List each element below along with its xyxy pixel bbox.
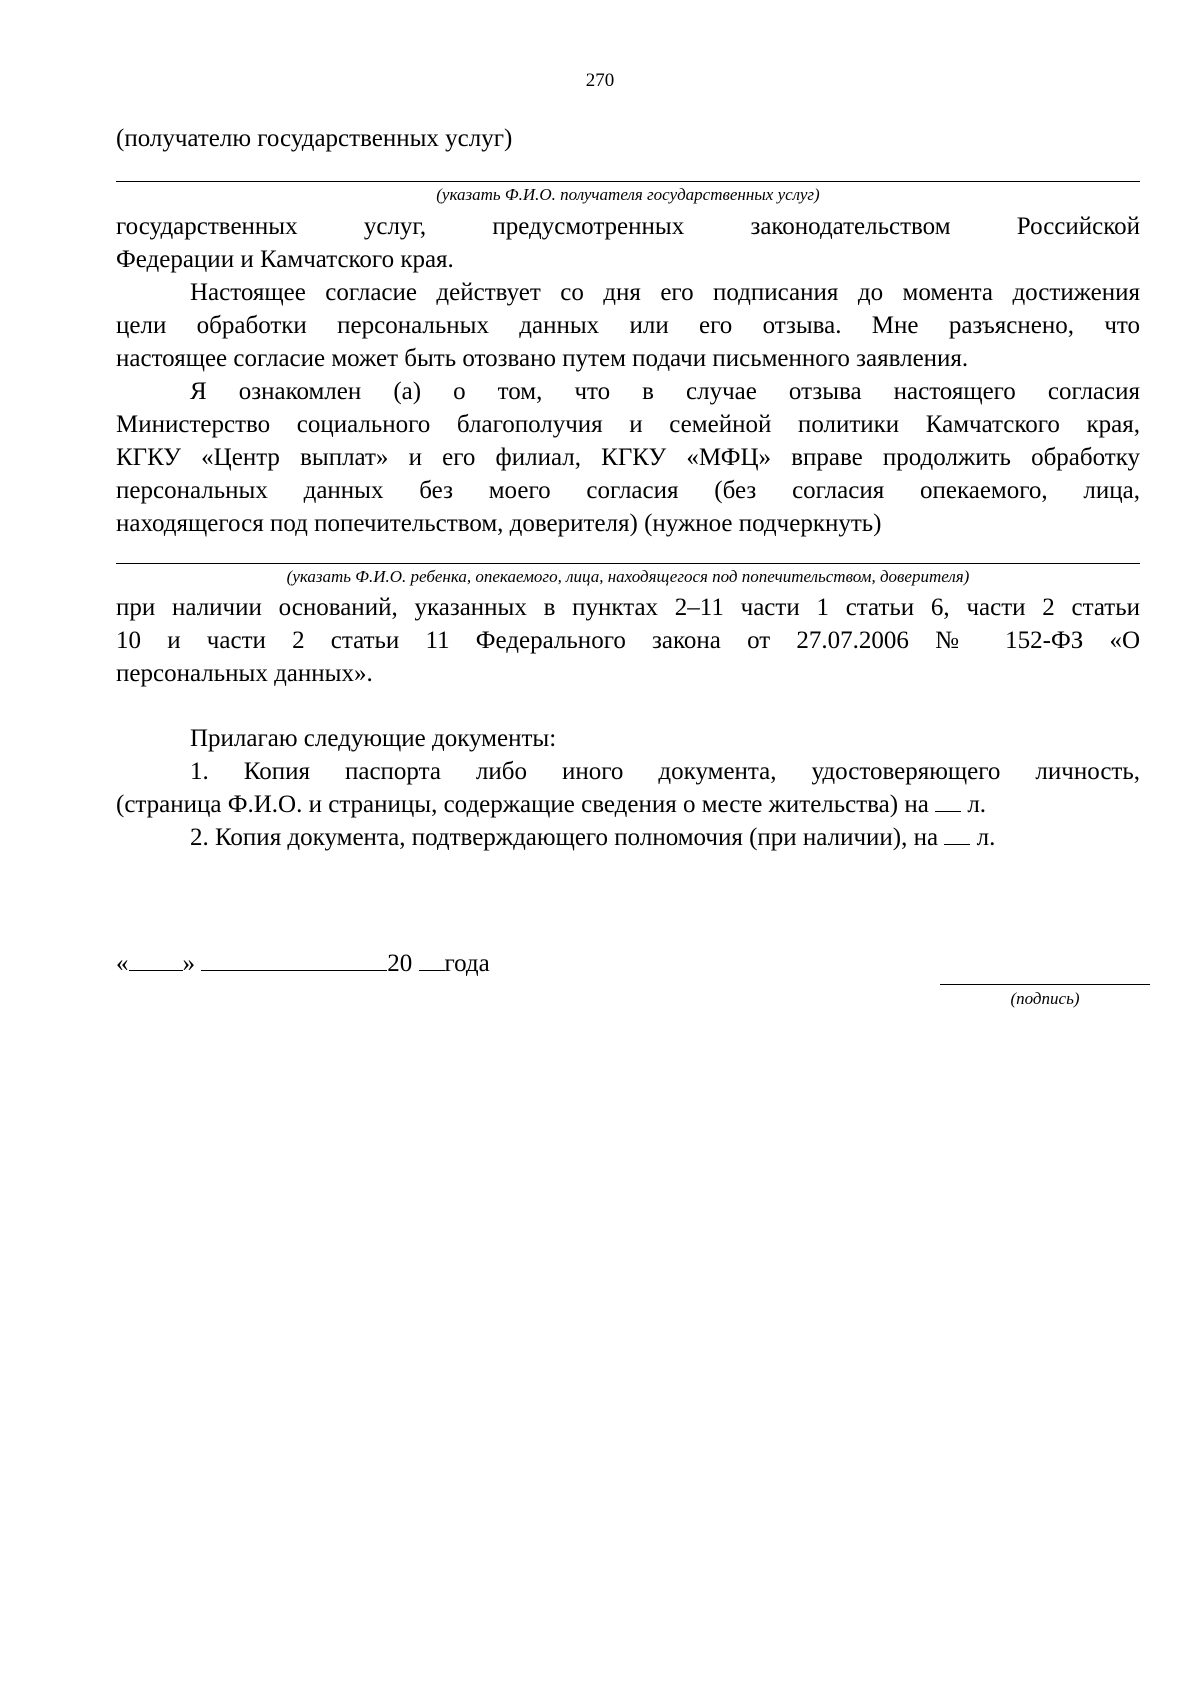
para3-line2: Министерство социального благополучия и семейной политики Камчатского края, (116, 411, 1140, 438)
para3-line4: персональных данных без моего согласия (без согласия опекаемого, лица, (116, 477, 1140, 504)
para2-line3: настоящее согласие может быть отозвано путем подачи письменного заявления. (116, 345, 969, 372)
sheet-count-blank-2[interactable] (944, 822, 970, 845)
date-close-quote: » (182, 950, 195, 977)
signature-hint: (подпись) (1010, 989, 1080, 1008)
date-line (116, 947, 1140, 980)
sheets-suffix-2: л. (976, 824, 996, 851)
ward-name-line (116, 563, 1140, 564)
year-suffix: года (444, 950, 490, 977)
para4-line3: персональных данных». (116, 660, 373, 687)
signature-line[interactable] (940, 984, 1150, 985)
para2-line1: Настоящее согласие действует со дня его подписания до момента достижения (190, 279, 1140, 306)
para3-line1: Я ознакомлен (а) о том, что в случае отзыва настоящего согласия (190, 378, 1140, 405)
attachment-item2-text: 2. Копия документа, подтверждающего полномочия (при наличии), на (190, 824, 939, 851)
para4-line2: 10 и части 2 статьи 11 Федерального закона от 27.07.2006 № 152-ФЗ «О (116, 627, 1140, 654)
day-blank[interactable] (129, 948, 183, 971)
recipient-hint: (указать Ф.И.О. получателя государственных услуг) (436, 185, 820, 204)
attachment-item1-line1: 1. Копия паспорта либо иного документа, удостоверяющего личность, (190, 758, 1140, 785)
year-blank[interactable] (419, 948, 445, 971)
sheet-count-blank-1[interactable] (935, 789, 961, 812)
para2-line2: цели обработки персональных данных или его отзыва. Мне разъяснено, что (116, 312, 1140, 339)
year-prefix: 20 (387, 950, 413, 977)
para3-line5: находящегося под попечительством, доверителя) (нужное подчеркнуть) (116, 510, 882, 537)
date-open-quote: « (116, 950, 129, 977)
ward-hint: (указать Ф.И.О. ребенка, опекаемого, лица, находящегося под попечительством, доверителя) (286, 567, 970, 586)
month-blank[interactable] (201, 948, 387, 971)
attachment-item1-text: (страница Ф.И.О. и страницы, содержащие сведения о месте жительства) на (116, 791, 929, 818)
attachments-intro: Прилагаю следующие документы: (190, 725, 557, 752)
para1-line1: государственных услуг, предусмотренных законодательством Российской (116, 213, 1140, 240)
page-number: 270 (585, 70, 615, 91)
para1-line2: Федерации и Камчатского края. (116, 246, 454, 273)
attachment-item1-line2 (116, 788, 1140, 821)
para4-line1: при наличии оснований, указанных в пунктах 2–11 части 1 статьи 6, части 2 статьи (116, 594, 1140, 621)
recipient-heading: (получателю государственных услуг) (116, 125, 513, 152)
sheets-suffix-1: л. (967, 791, 987, 818)
para3-line3: КГКУ «Центр выплат» и его филиал, КГКУ «МФЦ» вправе продолжить обработку (116, 444, 1140, 471)
attachment-item2 (116, 821, 1140, 854)
recipient-name-line (116, 181, 1140, 182)
